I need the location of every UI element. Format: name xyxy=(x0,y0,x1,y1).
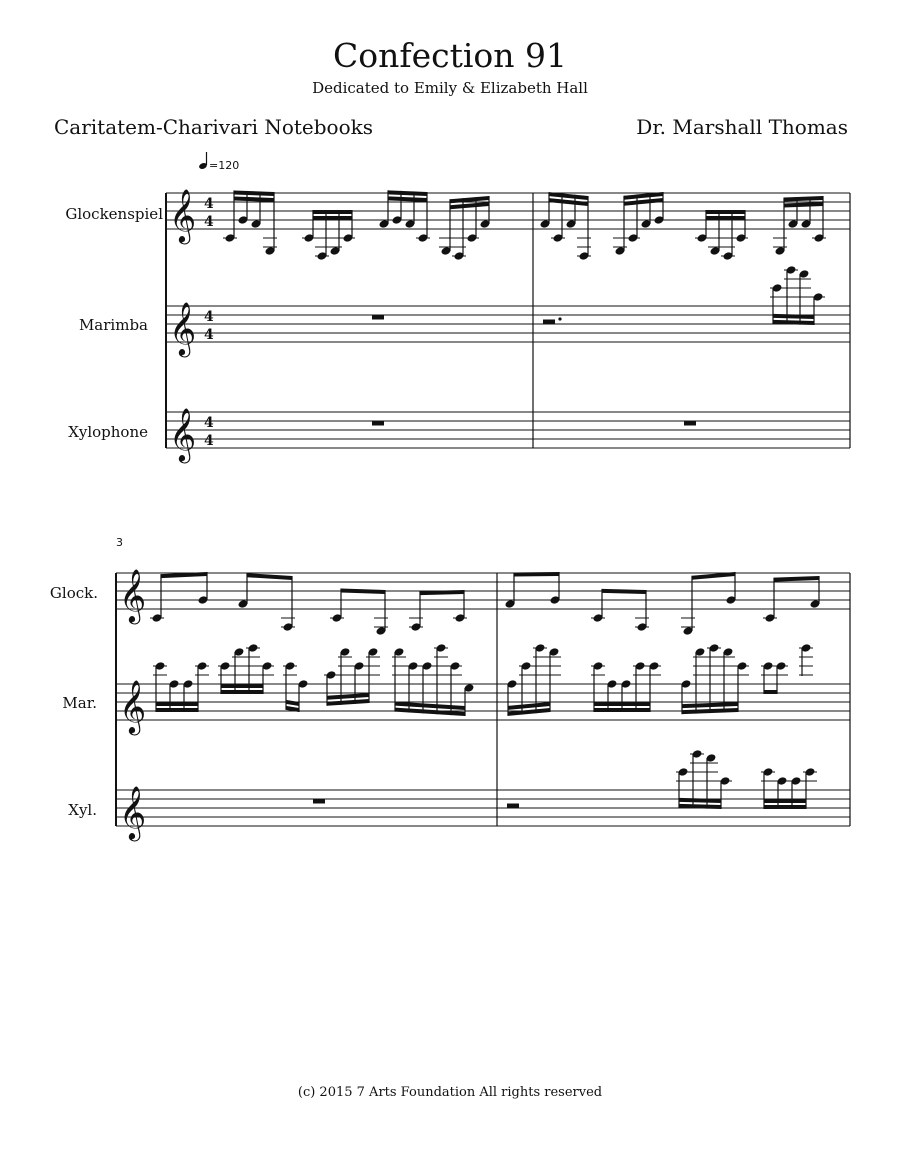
note-group xyxy=(150,572,820,809)
beam xyxy=(450,202,489,209)
beamed-notes xyxy=(763,576,820,623)
treble-clef-icon: 𝄞 xyxy=(119,568,147,622)
beam xyxy=(234,196,274,202)
system-2 xyxy=(50,536,850,841)
quarter-note-icon xyxy=(198,152,207,170)
instrument-name: Xylophone xyxy=(68,423,148,441)
beamed-notes xyxy=(761,767,817,809)
tempo-value: =120 xyxy=(209,159,240,172)
beam xyxy=(706,210,745,214)
half-rest-icon xyxy=(543,320,555,325)
time-signature-denominator: 4 xyxy=(204,433,214,449)
beamed-notes xyxy=(330,588,388,635)
beamed-notes xyxy=(324,647,380,706)
staff-xylophone xyxy=(116,790,850,826)
time-signature-denominator: 4 xyxy=(204,214,214,230)
whole-rest-icon xyxy=(372,315,384,320)
beam xyxy=(594,708,650,712)
treble-clef-icon: 𝄞 xyxy=(169,301,197,355)
half-rest-icon xyxy=(507,804,519,809)
beam xyxy=(514,572,559,576)
treble-clef-icon: 𝄞 xyxy=(119,785,147,839)
instrument-name: Xyl. xyxy=(68,801,97,819)
composer-name: Dr. Marshall Thomas xyxy=(636,115,848,139)
beam xyxy=(764,805,806,809)
beam xyxy=(234,190,274,196)
beam xyxy=(221,684,263,688)
beam xyxy=(764,799,806,803)
staff-glockenspiel xyxy=(116,573,850,609)
time-signature-numerator: 4 xyxy=(204,196,214,212)
beam xyxy=(327,693,369,700)
instrument-name: Glockenspiel xyxy=(65,205,163,223)
beamed-notes xyxy=(153,661,209,712)
beam xyxy=(341,588,385,594)
beam xyxy=(388,196,427,202)
beamed-notes xyxy=(302,210,355,261)
beamed-notes xyxy=(681,643,749,714)
staff-xylophone xyxy=(166,412,850,448)
copyright-notice: (c) 2015 7 Arts Foundation All rights reserved xyxy=(297,1085,603,1100)
staff-marimba xyxy=(116,684,850,720)
whole-rest-icon xyxy=(684,421,696,426)
beam xyxy=(327,699,369,706)
time-signature-denominator: 4 xyxy=(204,327,214,343)
beamed-notes xyxy=(392,643,474,716)
beamed-notes xyxy=(591,589,649,632)
beamed-notes xyxy=(507,643,561,716)
beam xyxy=(156,708,198,712)
beamed-notes xyxy=(379,190,430,242)
score-title: Confection 91 xyxy=(332,36,567,75)
measure-number: 3 xyxy=(116,536,123,549)
beamed-notes xyxy=(761,661,788,694)
beamed-notes xyxy=(591,661,661,712)
beamed-notes xyxy=(799,643,813,676)
instrument-name: Glock. xyxy=(49,584,98,602)
beam xyxy=(286,700,299,706)
treble-clef-icon: 𝄞 xyxy=(119,679,147,733)
beamed-notes xyxy=(218,643,274,694)
beam xyxy=(221,690,263,694)
beam xyxy=(247,573,292,580)
beam xyxy=(313,216,352,220)
beam xyxy=(594,702,650,706)
staff-marimba xyxy=(166,306,850,342)
beamed-notes xyxy=(439,196,490,261)
beamed-notes xyxy=(676,749,732,809)
beam xyxy=(774,576,819,582)
time-signature-numerator: 4 xyxy=(204,309,214,325)
beamed-notes xyxy=(150,572,208,623)
beamed-notes xyxy=(283,661,308,712)
beamed-notes xyxy=(773,196,826,256)
beam xyxy=(764,690,777,694)
time-signature-numerator: 4 xyxy=(204,415,214,431)
treble-clef-icon: 𝄞 xyxy=(169,188,197,242)
score-subtitle: Dedicated to Emily & Elizabeth Hall xyxy=(312,79,588,97)
beam xyxy=(156,702,198,706)
treble-clef-icon: 𝄞 xyxy=(169,407,197,461)
system-1 xyxy=(65,188,850,463)
beamed-notes xyxy=(223,190,277,255)
beam xyxy=(388,190,427,196)
beamed-notes xyxy=(770,265,825,325)
tempo-marking xyxy=(198,152,239,172)
whole-rest-icon xyxy=(372,421,384,426)
whole-rest-icon xyxy=(313,799,325,804)
beam xyxy=(313,210,352,214)
collection-name: Caritatem-Charivari Notebooks xyxy=(54,115,374,139)
beamed-notes xyxy=(695,210,748,261)
beam xyxy=(784,196,823,202)
beam xyxy=(706,216,745,220)
dot-icon xyxy=(558,317,561,320)
beam xyxy=(784,202,823,208)
instrument-name: Marimba xyxy=(78,316,148,334)
beamed-notes xyxy=(505,572,561,609)
beam xyxy=(602,589,646,594)
instrument-name: Mar. xyxy=(62,694,97,712)
beamed-notes xyxy=(409,590,467,632)
